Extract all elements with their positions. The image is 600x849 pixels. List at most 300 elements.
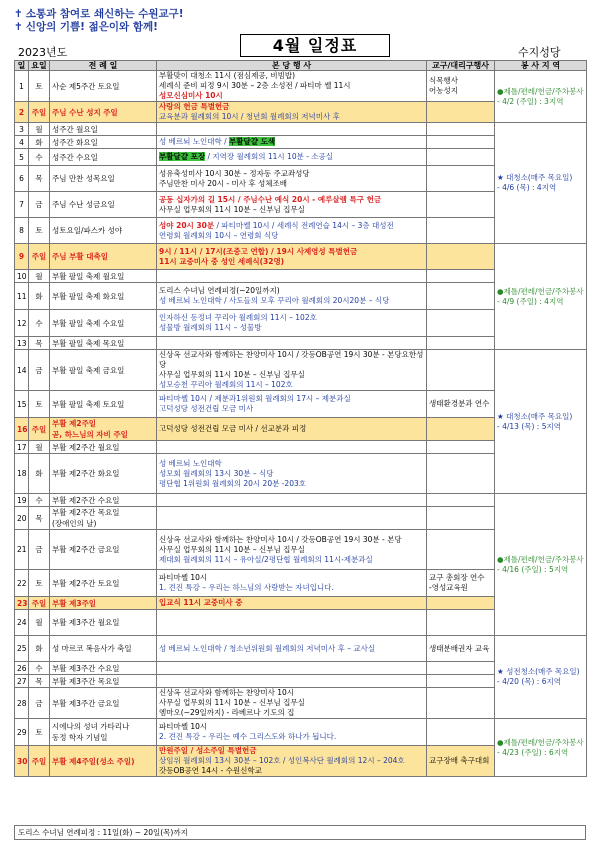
event-line — [159, 688, 424, 698]
day-cell: 1 — [15, 71, 29, 102]
event-line — [159, 195, 424, 205]
event-text: 신상옥 선교사와 함께하는 찬양미사 10시 / 갓등OB공연 19시 30분 - 본당요한성당 — [159, 350, 424, 369]
parish-events-cell — [157, 71, 427, 102]
day-cell: 17 — [15, 441, 29, 454]
day-cell: 12 — [15, 310, 29, 337]
liturgy-cell — [50, 123, 157, 136]
event-text: 사무실 업무회의 11시 10분 – 신부님 집무실 — [159, 370, 305, 379]
liturgy-cell — [50, 662, 157, 675]
service-line: ★ 성전청소(매주 목요일) — [497, 667, 580, 676]
diocese-events-cell — [427, 530, 495, 570]
liturgy-text: 성주간 월요일 — [52, 124, 98, 134]
liturgy-text: 주님 수난 성지 주일 — [52, 107, 118, 117]
event-text: 성 베르뇌 노인대학 — [159, 458, 222, 468]
event-text: 주님만찬 미사 20시 - 미사 후 성체조배 — [159, 178, 287, 188]
parish-events-cell — [157, 441, 427, 454]
event-text: 인자하신 동정녀 꾸리아 월례회의 11시 – 102호 — [159, 313, 317, 322]
event-line — [159, 313, 424, 323]
event-line — [159, 722, 424, 732]
event-line — [159, 370, 424, 380]
event-text: 부활맞이 대청소 11시 (점심제공, 비빔밥) — [159, 71, 295, 80]
diocese-events-cell — [427, 418, 495, 441]
diocese-events-cell — [427, 350, 495, 391]
event-line — [159, 91, 424, 101]
weekday-cell: 주일 — [29, 746, 50, 777]
liturgy-text: 부활 제3주간 수요일 — [52, 663, 120, 673]
diocese-event-text: 식목행사 — [429, 76, 458, 85]
header-diocese-events: 교구/대리구행사 — [427, 61, 495, 71]
service-area-cell — [495, 719, 587, 777]
parish-events-cell — [157, 454, 427, 494]
diocese-events-cell — [427, 610, 495, 636]
liturgy-cell — [50, 192, 157, 218]
liturgy-text: 부활 팔일 축제 월요일 — [52, 271, 125, 281]
liturgy-cell — [50, 570, 157, 597]
event-text: 성야 20시 30분 — [159, 220, 215, 230]
event-line — [159, 708, 424, 718]
table-header-row — [15, 61, 587, 71]
weekday-cell: 화 — [29, 136, 50, 149]
liturgy-text: 성주간 수요일 — [52, 152, 98, 162]
footer-note: 도리스 수녀님 연례피정 : 11일(화) ~ 20일(목)까지 — [14, 825, 586, 840]
liturgy-text: 부활 제2주간 토요일 — [52, 578, 120, 588]
liturgy-text: 시에나의 성녀 가타리나 — [52, 722, 130, 731]
event-highlight: 부활달걀 포장 — [159, 152, 206, 161]
event-line — [159, 535, 424, 545]
liturgy-cell — [50, 391, 157, 418]
table-row — [15, 123, 587, 136]
day-cell: 4 — [15, 136, 29, 149]
event-line — [159, 555, 424, 565]
liturgy-cell — [50, 675, 157, 688]
diocese-events-cell — [427, 719, 495, 746]
diocese-events-cell — [427, 310, 495, 337]
parish-events-cell — [157, 166, 427, 192]
header-liturgy: 전 례 일 — [50, 61, 157, 71]
table-row — [15, 636, 587, 662]
event-text: 사무실 업무회의 11시 10분 – 신부님 집무실 — [159, 698, 305, 707]
liturgy-cell — [50, 102, 157, 123]
event-text: 성 베르뇌 노인대학 / 사도들의 모후 꾸리아 월례회의 20시20분 – 식당 — [159, 296, 390, 305]
diocese-events-cell — [427, 102, 495, 123]
parish-events-cell — [157, 244, 427, 270]
event-line — [159, 137, 424, 147]
event-text: 만원주일 / 성소주일 특별헌금 — [159, 746, 257, 755]
event-text: 성유축성미사 10시 30분 – 정자동 주교좌성당 — [159, 168, 310, 178]
event-text: 제대회 월례회의 11시 – 유아실/2평단협 월례회의 11시-제분과실 — [159, 554, 373, 564]
liturgy-text: 부활 팔일 축제 수요일 — [52, 318, 125, 328]
event-text: 신상옥 선교사와 함께하는 찬양미사 10시 — [159, 688, 294, 697]
service-area-cell — [495, 71, 587, 123]
parish-events-cell — [157, 270, 427, 283]
day-cell: 23 — [15, 597, 29, 610]
parish-events-cell — [157, 149, 427, 166]
diocese-events-cell — [427, 441, 495, 454]
parish-events-cell — [157, 507, 427, 530]
day-cell: 20 — [15, 507, 29, 530]
service-line: ★ 대청소(매주 목요일) — [497, 411, 573, 421]
diocese-event-text: 어농성지 — [429, 86, 458, 95]
event-text: 성물방 월례회의 11시 – 성물방 — [159, 323, 262, 332]
day-cell: 25 — [15, 636, 29, 662]
liturgy-cell — [50, 688, 157, 719]
day-cell: 26 — [15, 662, 29, 675]
weekday-cell: 화 — [29, 636, 50, 662]
diocese-events-cell — [427, 597, 495, 610]
liturgy-text: 성주간 화요일 — [52, 137, 98, 147]
parish-events-cell — [157, 102, 427, 123]
event-text: 성모승천 꾸리아 월례회의 11시 – 102호 — [159, 380, 293, 389]
event-line — [159, 598, 424, 608]
weekday-cell: 토 — [29, 719, 50, 746]
day-cell: 11 — [15, 283, 29, 310]
parish-events-cell — [157, 337, 427, 350]
liturgy-text: 부활 제2주간 목요일 — [52, 508, 120, 517]
event-text: / 지역장 월례회의 11시 10분 - 소공실 — [205, 152, 334, 161]
parish-events-cell — [157, 350, 427, 391]
service-line: ★ 대청소(매주 목요일) — [497, 173, 573, 182]
liturgy-text: 부활 팔일 축제 토요일 — [52, 399, 125, 409]
event-text: 사랑의 헌금 특별헌금 — [159, 102, 230, 111]
parish-events-cell — [157, 530, 427, 570]
event-line — [159, 231, 424, 241]
event-text: 갓등OB공연 14시 - 수원신학교 — [159, 766, 262, 775]
day-cell: 27 — [15, 675, 29, 688]
event-line — [159, 323, 424, 333]
table-row — [15, 350, 587, 391]
service-line: ●제틀/편레/헌금/주차봉사 — [497, 737, 584, 747]
diocese-events-cell — [427, 166, 495, 192]
event-line — [159, 81, 424, 91]
service-line: - 4/6 (목) : 4지역 — [497, 183, 557, 192]
parish-events-cell — [157, 494, 427, 507]
event-line — [159, 644, 424, 654]
event-text: 상임위 월례회의 13시 30분 – 102호 / 성인복사단 월례회의 12시 – 204호 — [159, 756, 405, 765]
liturgy-text: 부활 제3주일 — [52, 598, 97, 608]
diocese-events-cell — [427, 71, 495, 102]
table-row — [15, 71, 587, 102]
year-label: 2023년도 — [18, 46, 68, 59]
day-cell: 13 — [15, 337, 29, 350]
day-cell: 30 — [15, 746, 29, 777]
liturgy-text: (장애인의 날) — [52, 519, 97, 528]
liturgy-cell — [50, 149, 157, 166]
event-line — [159, 766, 424, 776]
diocese-event-text: 생태분배권자 교육 — [429, 643, 490, 653]
service-area-cell — [495, 350, 587, 494]
mottos — [14, 8, 184, 34]
weekday-cell: 토 — [29, 391, 50, 418]
event-text: 엠마오(~29일까지) - 라베르나 기도의 집 — [159, 708, 295, 717]
service-line: ●제틀/편레/헌금/주차봉사 — [497, 554, 584, 564]
liturgy-text: 주님 만찬 성목요일 — [52, 174, 115, 183]
parish-events-cell — [157, 391, 427, 418]
event-line — [159, 698, 424, 708]
event-line — [159, 469, 424, 479]
page-title: 4월 일정표 — [240, 34, 390, 57]
event-line — [159, 380, 424, 390]
parish-name: 수지성당 — [518, 46, 561, 59]
diocese-events-cell — [427, 192, 495, 218]
weekday-cell: 수 — [29, 494, 50, 507]
parish-events-cell — [157, 192, 427, 218]
liturgy-text: 부활 팔일 축제 금요일 — [52, 365, 125, 375]
motto-line — [14, 21, 184, 34]
liturgy-text: 부활 제3주간 목요일 — [52, 676, 120, 686]
event-line — [159, 169, 424, 179]
event-text: 11시 교중미사 중 성인 세례식(32명) — [159, 256, 285, 266]
event-text: 2. 견진 특강 – 우리는 예수 그리스도와 하나가 됩니다. — [159, 732, 337, 741]
liturgy-cell — [50, 418, 157, 441]
event-text: 성모회 월례회의 13시 30분 – 식당 — [159, 468, 274, 478]
parish-events-cell — [157, 719, 427, 746]
liturgy-text: 곧, 하느님의 자비 주일 — [52, 430, 128, 439]
liturgy-text: 주님 수난 성금요일 — [52, 200, 115, 209]
parish-events-cell — [157, 610, 427, 636]
service-line: - 4/13 (목) : 5지역 — [497, 421, 561, 431]
event-line — [159, 296, 424, 306]
liturgy-cell — [50, 494, 157, 507]
weekday-cell: 금 — [29, 530, 50, 570]
weekday-cell: 주일 — [29, 102, 50, 123]
service-line: - 4/2 (주일) : 3지역 — [497, 96, 564, 106]
liturgy-cell — [50, 719, 157, 746]
day-cell: 22 — [15, 570, 29, 597]
event-line — [159, 71, 424, 81]
liturgy-text: 성토요일/파스카 성야 — [52, 226, 123, 235]
day-cell: 28 — [15, 688, 29, 719]
day-cell: 3 — [15, 123, 29, 136]
event-text: 세례식 준비 피정 9시 30분 – 2층 소성전 / 파티마 쎌 11시 — [159, 81, 351, 90]
liturgy-text: 주님 부활 대축일 — [52, 252, 108, 261]
liturgy-cell — [50, 244, 157, 270]
liturgy-text: 부활 팔일 축제 목요일 — [52, 338, 125, 348]
event-text: 파티마쎌 10시 — [159, 722, 208, 731]
diocese-events-cell — [427, 494, 495, 507]
table-row — [15, 719, 587, 746]
parish-events-cell — [157, 123, 427, 136]
diocese-event-text: 생태환경분과 연수 — [429, 399, 490, 408]
weekday-cell: 수 — [29, 149, 50, 166]
service-area-cell — [495, 494, 587, 636]
liturgy-cell — [50, 350, 157, 391]
parish-events-cell — [157, 310, 427, 337]
event-text: 고덕성당 성전건립 모금 미사 — [159, 404, 254, 413]
event-line — [159, 247, 424, 257]
liturgy-cell — [50, 136, 157, 149]
liturgy-cell — [50, 530, 157, 570]
cross-icon: ✝ — [14, 21, 23, 33]
liturgy-cell — [50, 507, 157, 530]
weekday-cell: 수 — [29, 310, 50, 337]
liturgy-cell — [50, 610, 157, 636]
liturgy-cell — [50, 441, 157, 454]
event-text: 입교식 11시 교중미사 중 — [159, 598, 243, 607]
weekday-cell: 금 — [29, 350, 50, 391]
event-line — [159, 205, 424, 215]
event-text: 사무실 업무회의 11시 10분 – 신부님 집무실 — [159, 204, 305, 214]
diocese-events-cell — [427, 662, 495, 675]
motto-text: 소통과 참여로 쇄신하는 수원교구! — [25, 8, 184, 20]
diocese-events-cell — [427, 746, 495, 777]
event-line — [159, 102, 424, 112]
diocese-events-cell — [427, 123, 495, 136]
parish-events-cell — [157, 570, 427, 597]
schedule-table — [14, 60, 587, 777]
diocese-events-cell — [427, 675, 495, 688]
liturgy-cell — [50, 283, 157, 310]
event-text: / 파티마쎌 10시 / 세례식 전례연습 14시 – 3층 대성전 — [214, 220, 394, 230]
event-text: 연령회 월례회의 10시 – 연령회 식당 — [159, 230, 279, 240]
event-text: 1. 견진 특강 – 우리는 하느님의 사랑받는 자녀입니다. — [159, 583, 334, 592]
event-line — [159, 479, 424, 489]
day-cell: 10 — [15, 270, 29, 283]
parish-events-cell — [157, 418, 427, 441]
weekday-cell: 금 — [29, 192, 50, 218]
liturgy-cell — [50, 218, 157, 244]
header-service-area: 봉 사 지 역 — [495, 61, 587, 71]
diocese-events-cell — [427, 283, 495, 310]
parish-events-cell — [157, 597, 427, 610]
event-text: 성모신심미사 10시 — [159, 91, 223, 100]
service-line: ●제틀/편레/헌금/주차봉사 — [497, 86, 584, 96]
day-cell: 19 — [15, 494, 29, 507]
liturgy-text: 부활 제2주간 화요일 — [52, 469, 120, 478]
parish-events-cell — [157, 675, 427, 688]
day-cell: 29 — [15, 719, 29, 746]
liturgy-cell — [50, 746, 157, 777]
liturgy-cell — [50, 636, 157, 662]
liturgy-text: 부활 팔일 축제 화요일 — [52, 291, 125, 301]
day-cell: 16 — [15, 418, 29, 441]
parish-events-cell — [157, 746, 427, 777]
service-area-cell — [495, 636, 587, 719]
day-cell: 21 — [15, 530, 29, 570]
event-line — [159, 545, 424, 555]
service-line: - 4/20 (목) : 6지역 — [497, 677, 561, 686]
liturgy-text: 부활 제4주일(성소 주일) — [52, 756, 135, 766]
event-line — [159, 112, 424, 122]
parish-events-cell — [157, 136, 427, 149]
event-text: 도리스 수녀님 연례피정(~20일까지) — [159, 286, 280, 295]
liturgy-text: 사순 제5주간 토요일 — [52, 81, 120, 91]
weekday-cell: 월 — [29, 441, 50, 454]
header-dow: 요일 — [29, 61, 50, 71]
parish-events-cell — [157, 218, 427, 244]
event-highlight: 부활달걀 도색 — [229, 137, 276, 146]
service-line: - 4/9 (주일) : 4지역 — [497, 296, 564, 306]
event-text: 성 베르뇌 노인대학 / — [159, 137, 230, 146]
motto-line — [14, 8, 184, 21]
weekday-cell: 주일 — [29, 418, 50, 441]
diocese-events-cell — [427, 218, 495, 244]
weekday-cell: 목 — [29, 337, 50, 350]
weekday-cell: 주일 — [29, 597, 50, 610]
parish-events-cell — [157, 688, 427, 719]
diocese-event-text: 교구장배 축구대회 — [429, 756, 490, 765]
liturgy-cell — [50, 71, 157, 102]
weekday-cell: 금 — [29, 688, 50, 719]
diocese-events-cell — [427, 570, 495, 597]
day-cell: 2 — [15, 102, 29, 123]
event-line — [159, 152, 424, 162]
day-cell: 8 — [15, 218, 29, 244]
event-line — [159, 424, 424, 434]
header-parish-events: 본 당 행 사 — [157, 61, 427, 71]
liturgy-text: 부활 제3주간 금요일 — [52, 698, 120, 708]
liturgy-cell — [50, 310, 157, 337]
diocese-events-cell — [427, 688, 495, 719]
day-cell: 5 — [15, 149, 29, 166]
weekday-cell: 목 — [29, 675, 50, 688]
liturgy-cell — [50, 454, 157, 494]
liturgy-cell — [50, 597, 157, 610]
day-cell: 14 — [15, 350, 29, 391]
weekday-cell: 화 — [29, 454, 50, 494]
weekday-cell: 화 — [29, 283, 50, 310]
diocese-events-cell — [427, 454, 495, 494]
table-row — [15, 494, 587, 507]
event-line — [159, 746, 424, 756]
event-line — [159, 732, 424, 742]
liturgy-text: 동정 학자 기념일 — [52, 733, 108, 742]
motto-text: 신앙의 기쁨! 젊은이와 함께! — [25, 21, 158, 33]
diocese-event-text: 교구 총회장 연수 — [429, 573, 485, 582]
service-area-cell — [495, 123, 587, 244]
cross-icon: ✝ — [14, 8, 23, 20]
weekday-cell: 월 — [29, 270, 50, 283]
weekday-cell: 토 — [29, 570, 50, 597]
service-line: - 4/16 (주일) : 5지역 — [497, 564, 569, 574]
diocese-events-cell — [427, 507, 495, 530]
liturgy-text: 부활 제3주간 월요일 — [52, 618, 120, 627]
event-text: 교육분과 월례회의 10시 / 청년회 월례회의 저녁미사 후 — [159, 112, 340, 121]
weekday-cell: 월 — [29, 610, 50, 636]
event-text: 공동 십자가의 길 15시 / 주님수난 예식 20시 - 예루살렘 특구 헌금 — [159, 194, 382, 204]
event-text: 신상옥 선교사와 함께하는 찬양미사 10시 / 갓등OB공연 19시 30분 - 본당 — [159, 534, 402, 544]
event-line — [159, 756, 424, 766]
service-line: - 4/23 (주일) : 6지역 — [497, 747, 569, 757]
weekday-cell: 주일 — [29, 244, 50, 270]
weekday-cell: 목 — [29, 507, 50, 530]
diocese-events-cell — [427, 391, 495, 418]
event-line — [159, 459, 424, 469]
weekday-cell: 목 — [29, 166, 50, 192]
event-line — [159, 394, 424, 404]
liturgy-text: 부활 제2주간 수요일 — [52, 495, 120, 505]
liturgy-cell — [50, 337, 157, 350]
diocese-events-cell — [427, 337, 495, 350]
parish-events-cell — [157, 662, 427, 675]
event-text: 9시 / 11시 / 17시(조중고 연합) / 19시 사제영성 특별헌금 — [159, 246, 358, 256]
liturgy-text: 부활 제2주일 — [52, 419, 97, 428]
day-cell: 24 — [15, 610, 29, 636]
event-line — [159, 583, 424, 593]
header-day: 일 — [15, 61, 29, 71]
event-text: 평단협 1위원회 월례회의 20시 20분 -203호 — [159, 478, 306, 488]
event-line — [159, 573, 424, 583]
weekday-cell: 토 — [29, 218, 50, 244]
event-line — [159, 404, 424, 414]
event-text: 파티마쎌 10시 — [159, 573, 208, 582]
event-text: 성 베르뇌 노인대학 / 청소년위원회 월례회의 저녁미사 후 – 교사실 — [159, 643, 376, 653]
diocese-events-cell — [427, 270, 495, 283]
event-text: 파티마쎌 10시 / 제분과1위원회 월례회의 17시 – 제분과실 — [159, 394, 351, 403]
event-line — [159, 350, 424, 370]
parish-events-cell — [157, 283, 427, 310]
service-area-cell — [495, 244, 587, 350]
day-cell: 6 — [15, 166, 29, 192]
